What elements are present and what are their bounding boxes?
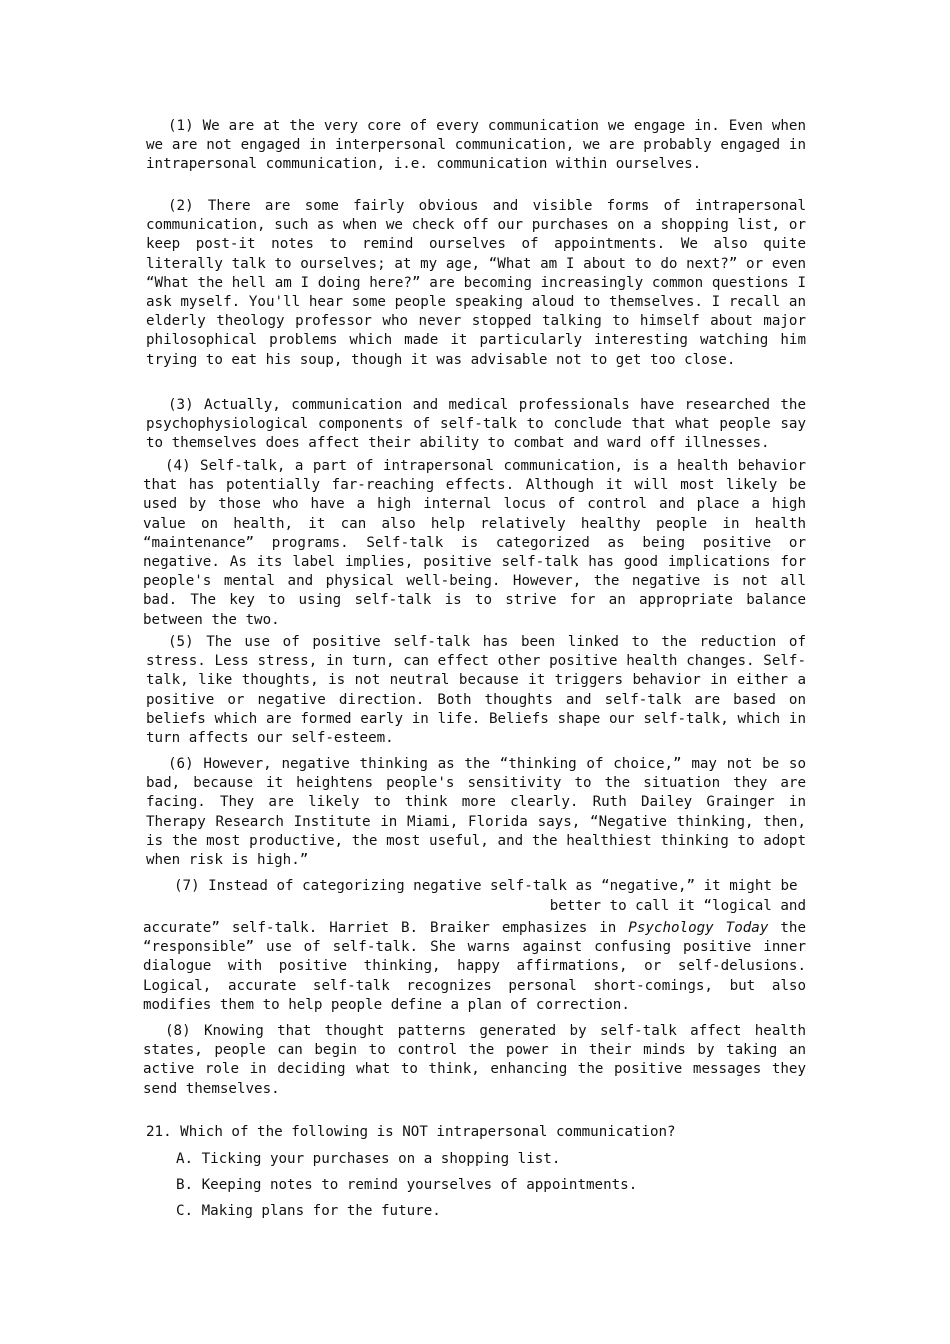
paragraph-7-body: accurate” self-talk. Harriet B. Braiker emphasizes in Psychology Today the “responsible” use of self-talk. She warns against confusing positive inner dialogue with positive thinking, happy affirmations, or self-delusions. Logical, accurate self-talk recognizes personal short-comings, but also modifies them to help people define a plan of correction. (143, 920, 807, 1013)
paragraph-6: (6) However, negative thinking as the “thinking of choice,” may not be so bad, because it heightens people's sensitivity to the situation they are facing. They are likely to think more clearly. Ruth Dailey Grainger in Therapy Research Institute in Miami, Florida says, “Negative thinking, then, is the most productive, the most useful, and the healthiest thinking to adopt when risk is high.” (146, 756, 806, 869)
paragraph-7-line-1: (7) Instead of categorizing negative self-talk as “negative,” it might be (174, 878, 798, 894)
paragraph-1: (1) We are at the very core of every communication we engage in. Even when we are not engaged in interpersonal communication, we are probably engaged in intrapersonal communication, i.e. communication within ourselves. (146, 118, 806, 173)
option-b: B. Keeping notes to remind yourselves of appointments. (176, 1177, 638, 1193)
paragraph-4: (4) Self-talk, a part of intrapersonal communication, is a health behavior that has potentially far-reaching effects. Although it will most likely be used by those who have a high internal locus of control and place a high value on health, it can also help relatively healthy people in health “maintenance” programs. Self-talk is categorized as being positive or negative. As its label implies, positive self-talk has good implications for people's mental and physical well-being. However, the negative is not all bad. The key to using self-talk is to strive for an appropriate balance between the two. (143, 458, 806, 628)
paragraph-8: (8) Knowing that thought patterns generated by self-talk affect health states, people can begin to control the power in their minds by taking an active role in deciding what to think, enhancing the positive messages they send themselves. (143, 1023, 806, 1097)
question-stem: 21. Which of the following is NOT intrapersonal communication? (146, 1124, 676, 1140)
paragraph-3: (3) Actually, communication and medical professionals have researched the psychophysiological components of self-talk to conclude that what people say to themselves does affect their ability to combat and ward off illnesses. (146, 397, 806, 452)
journal-title: Psychology Today (628, 920, 769, 936)
option-c: C. Making plans for the future. (176, 1203, 441, 1219)
paragraph-2: (2) There are some fairly obvious and visible forms of intrapersonal communication, such as when we check off our purchases on a shopping list, or keep post-it notes to remind ourselves of appointments. We also quite literally talk to ourselves; at my age, “What am I about to do next?” or even “What the hell am I doing here?” are becoming increasingly common questions I ask myself. You'll hear some people speaking aloud to themselves. I recall an elderly theology professor who never stopped talking to himself about major philosophical problems which made it particularly interesting watching him trying to eat his soup, though it was advisable not to get too close. (146, 198, 806, 368)
paragraph-7-line-2: better to call it “logical and (549, 898, 806, 914)
paragraph-5: (5) The use of positive self-talk has been linked to the reduction of stress. Less stress, in turn, can effect other positive health changes. Self-talk, like thoughts, is not neutral because it triggers behavior in either a positive or negative direction. Both thoughts and self-talk are based on beliefs which are formed early in life. Beliefs shape our self-talk, which in turn affects our self-esteem. (146, 634, 806, 747)
option-a: A. Ticking your purchases on a shopping list. (176, 1151, 561, 1167)
